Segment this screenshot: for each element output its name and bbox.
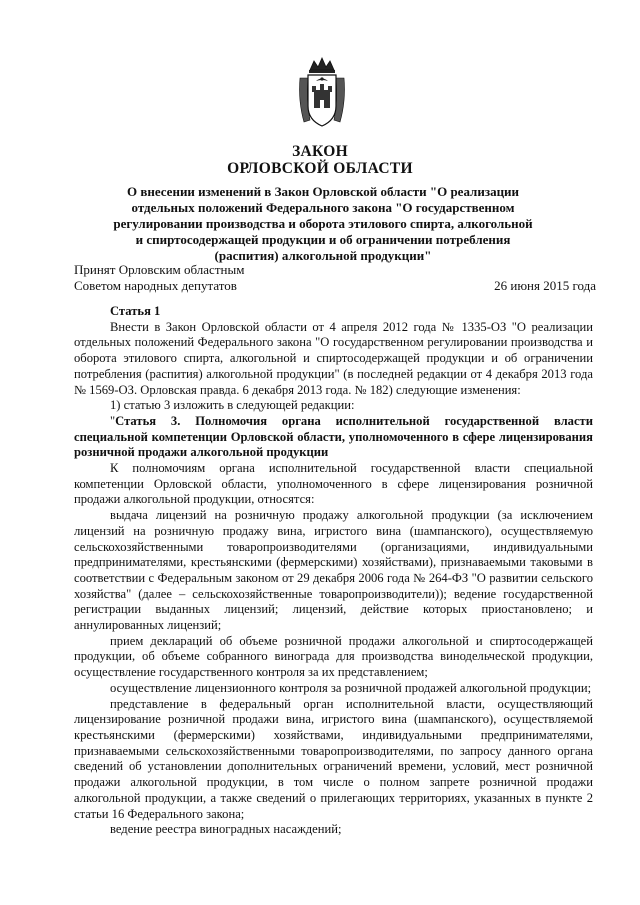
article3-open-quote: ": [110, 413, 116, 428]
law-body: [74, 304, 593, 838]
law-title-line2: ОРЛОВСКОЙ ОБЛАСТИ: [227, 160, 413, 177]
article3-title-text: Статья 3. Полномочия органа исполнительной государственной власти специальной компетенции Орловской области, уполномоченного в сфере лицензирования розничной продажи алкогольной продукции: [74, 413, 593, 460]
adoption-line1: Принят Орловским областным: [74, 262, 245, 277]
paragraph-intro: Внести в Закон Орловской области от 4 апреля 2012 года № 1335-ОЗ "О реализации отдельных положений Федерального закона "О государственном регулировании производства и оборота этилового спирта, алкогольной и спиртосодержащей продукции и об ограничении потребления (распития) алкогольной продукции" (в последней редакции от 4 декабря 2013 года № 1569-ОЗ. Орловская правда. 6 декабря 2013 года. № 182) следующие изменения:: [74, 319, 593, 397]
paragraph-control: осуществление лицензионного контроля за розничной продажей алкогольной продукции;: [110, 680, 592, 695]
adoption-info: [74, 262, 244, 294]
article3-title: [74, 414, 593, 461]
law-subject: О внесении изменений в Закон Орловской области "О реализации отдельных положений Федерального закона "О государственном регулировании производства и оборота этилового спирта, алкогольной и спиртосодержащей продукции и об ограничении потребления (распития) алкогольной продукции": [113, 184, 533, 263]
coat-of-arms-icon: [296, 56, 348, 130]
paragraph-declarations: прием деклараций об объеме розничной продажи алкогольной и спиртосодержащей продукции, об объеме собранного винограда для производства винодельческой продукции, осуществление государственного контроля за их представлением;: [74, 633, 593, 680]
paragraph-licenses: выдача лицензий на розничную продажу алкогольной продукции (за исключением лицензий на розничную продажу вина, игристого вина (шампанского), осуществляемую сельскохозяйственными товаропроизводителями (организациями, индивидуальными предпринимателями, крестьянскими (фермерскими) хозяйствами), признаваемыми таковыми в соответствии с Федеральным законом от 29 декабря 2006 года № 264-ФЗ "О развитии сельского хозяйства" (далее – сельскохозяйственные товаропроизводители)); ведение государственной регистрации выданных лицензий; лицензий, действие которых приостановлено; и аннулированных лицензий;: [74, 508, 593, 633]
paragraph-submission: представление в федеральный орган исполнительной власти, осуществляющий лицензирование розничной продажи вина, игристого вина (шампанского), осуществляемой крестьянскими (фермерскими) хозяйствами, индивидуальными предпринимателями, признаваемыми сельскохозяйственными товаропроизводителями, по запросу данного органа сведений об установлении дополнительных ограничений времени, условий, мест розничной продажи алкогольной продукции, в том числе о полном запрете розничной продажи алкогольной продукции, а также сведений о прилегающих территориях, указанных в пункте 2 статьи 16 Федерального закона;: [74, 696, 593, 821]
adoption-date: 26 июня 2015 года: [494, 278, 596, 293]
paragraph-registry: ведение реестра виноградных насаждений;: [110, 822, 342, 837]
paragraph-item1: 1) статью 3 изложить в следующей редакции:: [110, 398, 355, 413]
article-heading: Статья 1: [110, 304, 161, 318]
adoption-line2: Советом народных депутатов: [74, 278, 237, 293]
law-title-line1: ЗАКОН: [292, 143, 348, 160]
paragraph-powers: К полномочиям органа исполнительной государственной власти специальной компетенции Орловской области, уполномоченного в сфере лицензирования розничной продажи алкогольной продукции, относятся:: [74, 461, 593, 507]
